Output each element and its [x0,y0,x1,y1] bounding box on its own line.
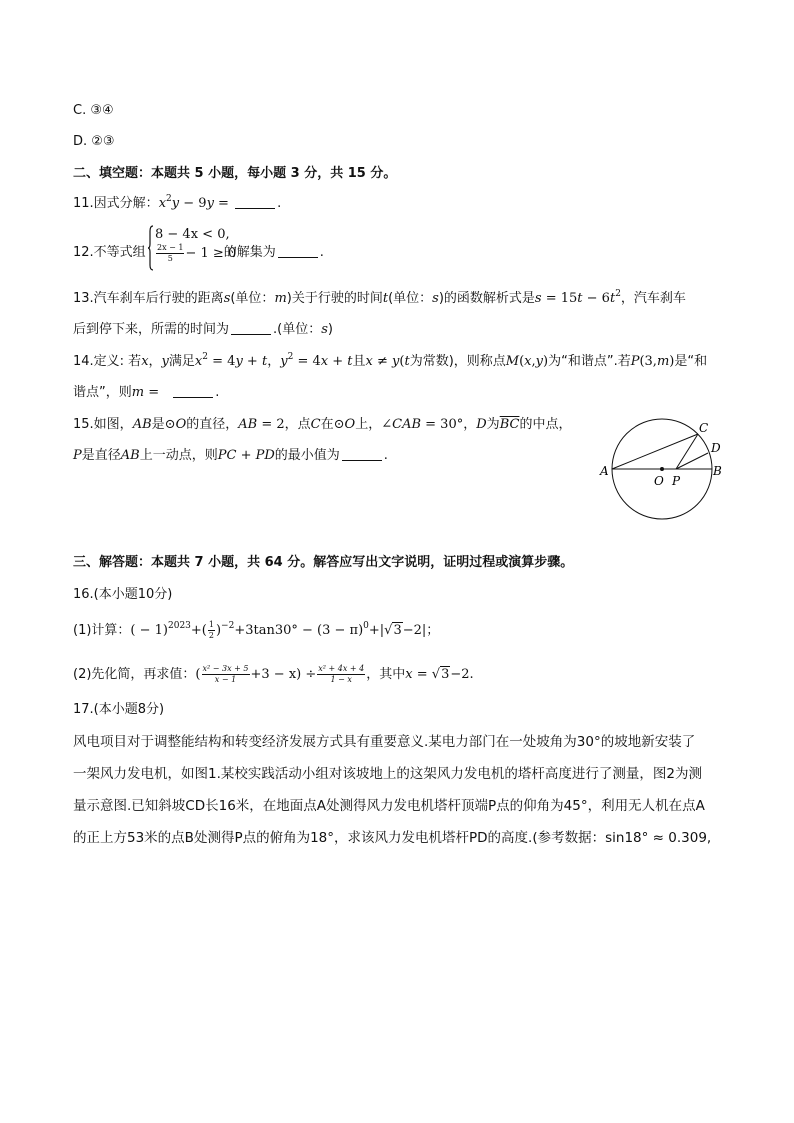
q11-prefix: 11.因式分解： [73,196,159,211]
section2-header: 二、填空题：本题共 5 小题，每小题 3 分，共 15 分。 [73,166,397,181]
question-16-part2: (2)先化简，再求值：( $\frac{\text{x² − 3x + 5}}{x - 1}$ +3 − x) ÷ $\frac{\text{x² + 4x + 4}}{1 - x}$ ，其中x = √3−2. [73,664,474,684]
label-d: D [711,441,721,455]
question-14-line1: 14.定义: 若x，y满足$x^2 = 4y + t$，$y^2 = 4x + t$且x ≠ y(t为常数)，则称点M(x,y)为“和谐点”.若P(3,m)是“和 [73,352,708,369]
q12-fraction: $\frac{2x - 1}{5}$ [157,243,184,263]
label-a: A [600,464,609,478]
label-b: B [713,464,722,478]
q12-end: . [319,245,324,260]
question-17-title: 17.(本小题8分) [73,702,165,717]
option-d: D. ②③ [73,134,115,149]
question-13-line2: 后到停下来，所需的时间为 .(单位：s) [73,322,333,337]
question-17-text-1: 风电项目对于调整能结构和转变经济发展方式具有重要意义.某电力部门在一处坡角为30°的坡地新安装了 [73,734,696,750]
question-17-text-2: 一架风力发电机，如图1.某校实践活动小组对该坡地上的这架风力发电机的塔杆高度进行了测量，图2为测 [73,766,702,782]
answer-blank[interactable] [342,448,382,461]
label-c: C [699,421,709,435]
q12-prefix: 12.不等式组 [73,245,146,260]
answer-blank[interactable] [278,245,318,258]
q12-line2: − 1 ≥ 0 [185,246,237,261]
section3-header: 三、解答题：本题共 7 小题，共 64 分。解答应写出文字说明，证明过程或演算步骤。 [73,555,574,570]
q12-suffix: 的解集为 [223,245,276,260]
answer-blank[interactable] [173,385,213,398]
question-13-line1: 13.汽车刹车后行驶的距离s(单位：m)关于行驶的时间t(单位：s)的函数解析式是$s = 15t - 6t^2$，汽车刹车 [73,289,686,306]
brace-icon [148,225,154,271]
question-15-line2: P是直径AB上一动点，则PC + PD的最小值为 . [73,448,388,463]
question-14-line2: 谐点”，则m = . [73,385,220,400]
circle-figure [596,410,726,522]
q11-end: . [277,196,282,211]
question-17-text-4: 的正上方53米的点B处测得P点的俯角为18°，求该风力发电机塔杆PD的高度.(参考数据：sin18° ≈ 0.309, [73,830,712,846]
center-dot [660,467,664,471]
label-p: P [672,474,681,488]
answer-blank[interactable] [231,322,271,335]
q12-line1: 8 − 4x < 0, [155,227,230,242]
option-c: C. ③④ [73,103,114,118]
answer-blank[interactable] [235,196,275,209]
question-15-line1: 15.如图，AB是⊙O的直径，AB = 2，点C在⊙O上，∠CAB = 30°，D为$\overline{BC}$的中点， [73,417,572,432]
question-17-text-3: 量示意图.已知斜坡CD长16米，在地面点A处测得风力发电机塔杆顶端P点的仰角为45°，利用无人机在点A [73,798,705,814]
question-11: 11.因式分解：$x^2y - 9y$ = . [73,194,282,211]
chord-ac [612,434,698,469]
label-o: O [654,474,664,488]
question-16-part1: (1)计算：( − 1)$^{2023}$+( $\frac{1}{2}$ )$^{-2}+3\tan 30^\circ - (3 - \pi)^0+|√3-2|$； [73,620,440,640]
question-16-title: 16.(本小题10分) [73,587,173,602]
